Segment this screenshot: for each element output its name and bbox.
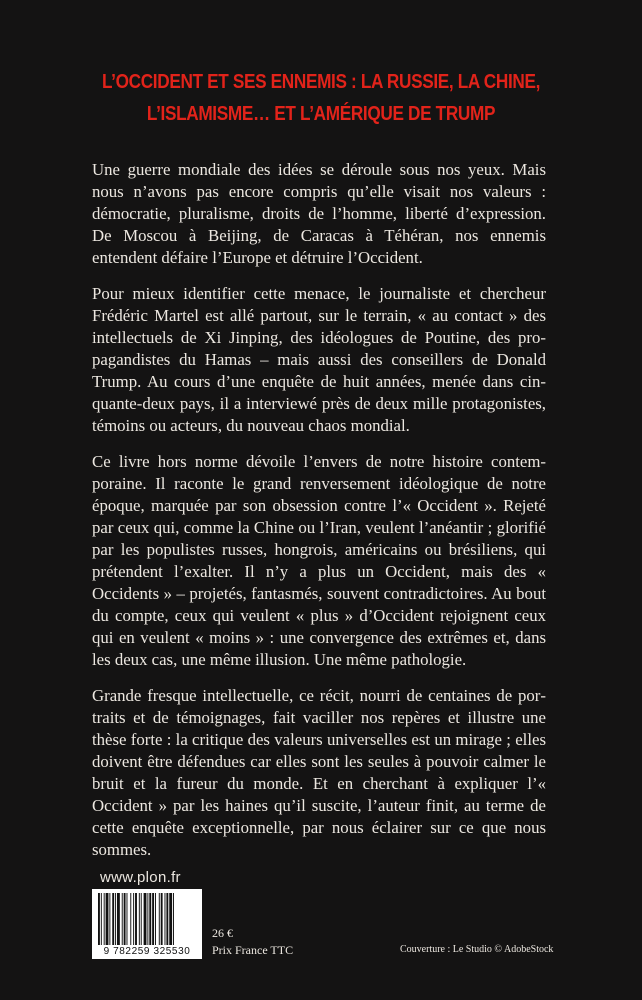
barcode-bar xyxy=(115,893,116,945)
barcode-bar xyxy=(139,893,140,945)
blurb-paragraph-1: Une guerre mondiale des idées se déroule sous nos yeux. Mais nous n’avons pas encore compris qu’elle visait nos valeurs : démocratie, pluralisme, droits de l’homme, liberté d’expression. De Moscou à Beijing, de Caracas à Téhéran, nos ennemis entendent défaire l’Europe et détruire l’Occident. xyxy=(92,160,546,267)
barcode-bars xyxy=(98,893,196,945)
barcode-bar xyxy=(141,893,142,945)
isbn-number: 9 782259 325530 xyxy=(103,946,191,957)
barcode-bar xyxy=(159,893,160,945)
barcode-bar xyxy=(173,893,174,945)
barcode-bar xyxy=(149,893,151,945)
barcode-bar xyxy=(112,893,114,945)
barcode-bar xyxy=(130,893,131,945)
barcode-bar xyxy=(124,893,126,945)
barcode-bar xyxy=(98,893,100,945)
blurb-paragraph-3: Ce livre hors norme dévoile l’envers de notre histoire contemporaine. Il raconte le grand renversement idéologique de notre époque, marquée par son obsession contre l’« Occident ». Rejeté par ceux qui, comme la Chine ou l’Iran, veulent l’anéantir ; glorifié par les populistes russes, hongrois, américains ou brésiliens, qui prétendent l’exalter. Il n’y a plus un Occident, mais des « Occidents » – projetés, fantasmés, souvent contradictoires. Au bout du compte, ceux qui veulent « plus » d’Occident rejoignent ceux qui en veulent « moins » : une convergence des extrêmes et, dans les deux cas, une même illusion. Une même pathologie. xyxy=(92,452,546,669)
barcode-bar xyxy=(117,893,120,945)
blurb-text xyxy=(92,159,546,875)
barcode-bar xyxy=(169,893,172,945)
barcode-bar xyxy=(127,893,128,945)
barcode-bar xyxy=(155,893,156,945)
barcode-bar xyxy=(152,893,154,945)
cover-title-line-2: L’ISLAMISME… ET L’AMÉRIQUE DE TRUMP xyxy=(146,103,496,125)
barcode-bar xyxy=(109,893,110,945)
blurb-paragraph-2: Pour mieux identifier cette menace, le journaliste et chercheur Frédéric Martel est allé partout, sur le terrain, « au contact » des intellectuels de Xi Jinping, des idéologues de Poutine, des propagandistes du Hamas – mais aussi des conseillers de Donald Trump. Au cours d’une enquête de huit années, menée dans cinquante-deux pays, il a interviewé près de deux mille protagonistes, témoins ou acteurs, du nouveau chaos mondial. xyxy=(92,284,546,435)
blurb-paragraph-4: Grande fresque intellectuelle, ce récit, nourri de centaines de portraits et de témoignages, fait vaciller nos repères et illustre une thèse forte : la critique des valeurs universelles est un mirage ; elles doivent être défendues car elles sont les seules à pouvoir calmer le bruit et la fureur du monde. Et en cherchant à expliquer l’« Occident » par les haines qu’il suscite, l’auteur finit, au terme de cette enquête exceptionnelle, par nous éclairer sur ce que nous sommes. xyxy=(92,686,546,859)
barcode-bar xyxy=(161,893,163,945)
barcode-bar xyxy=(144,893,147,945)
cover-credit: Couverture : Le Studio © AdobeStock xyxy=(400,944,554,955)
cover-title-line-1: L’OCCIDENT ET SES ENNEMIS : LA RUSSIE, LA CHINE, xyxy=(101,71,541,93)
publisher-website: www.plon.fr xyxy=(100,869,181,886)
isbn-barcode xyxy=(92,889,202,959)
price-note: Prix France TTC xyxy=(212,943,294,957)
barcode-bar xyxy=(106,893,109,945)
barcode-bar xyxy=(135,893,137,945)
barcode-bar xyxy=(147,893,148,945)
barcode-bar xyxy=(101,893,102,945)
barcode-bar xyxy=(133,893,134,945)
cover-title xyxy=(79,66,562,130)
price: 26 € xyxy=(212,926,233,940)
barcode-bar xyxy=(104,893,105,945)
barcode-bar xyxy=(166,893,168,945)
barcode-bar xyxy=(122,893,123,945)
barcode-bar xyxy=(165,893,166,945)
